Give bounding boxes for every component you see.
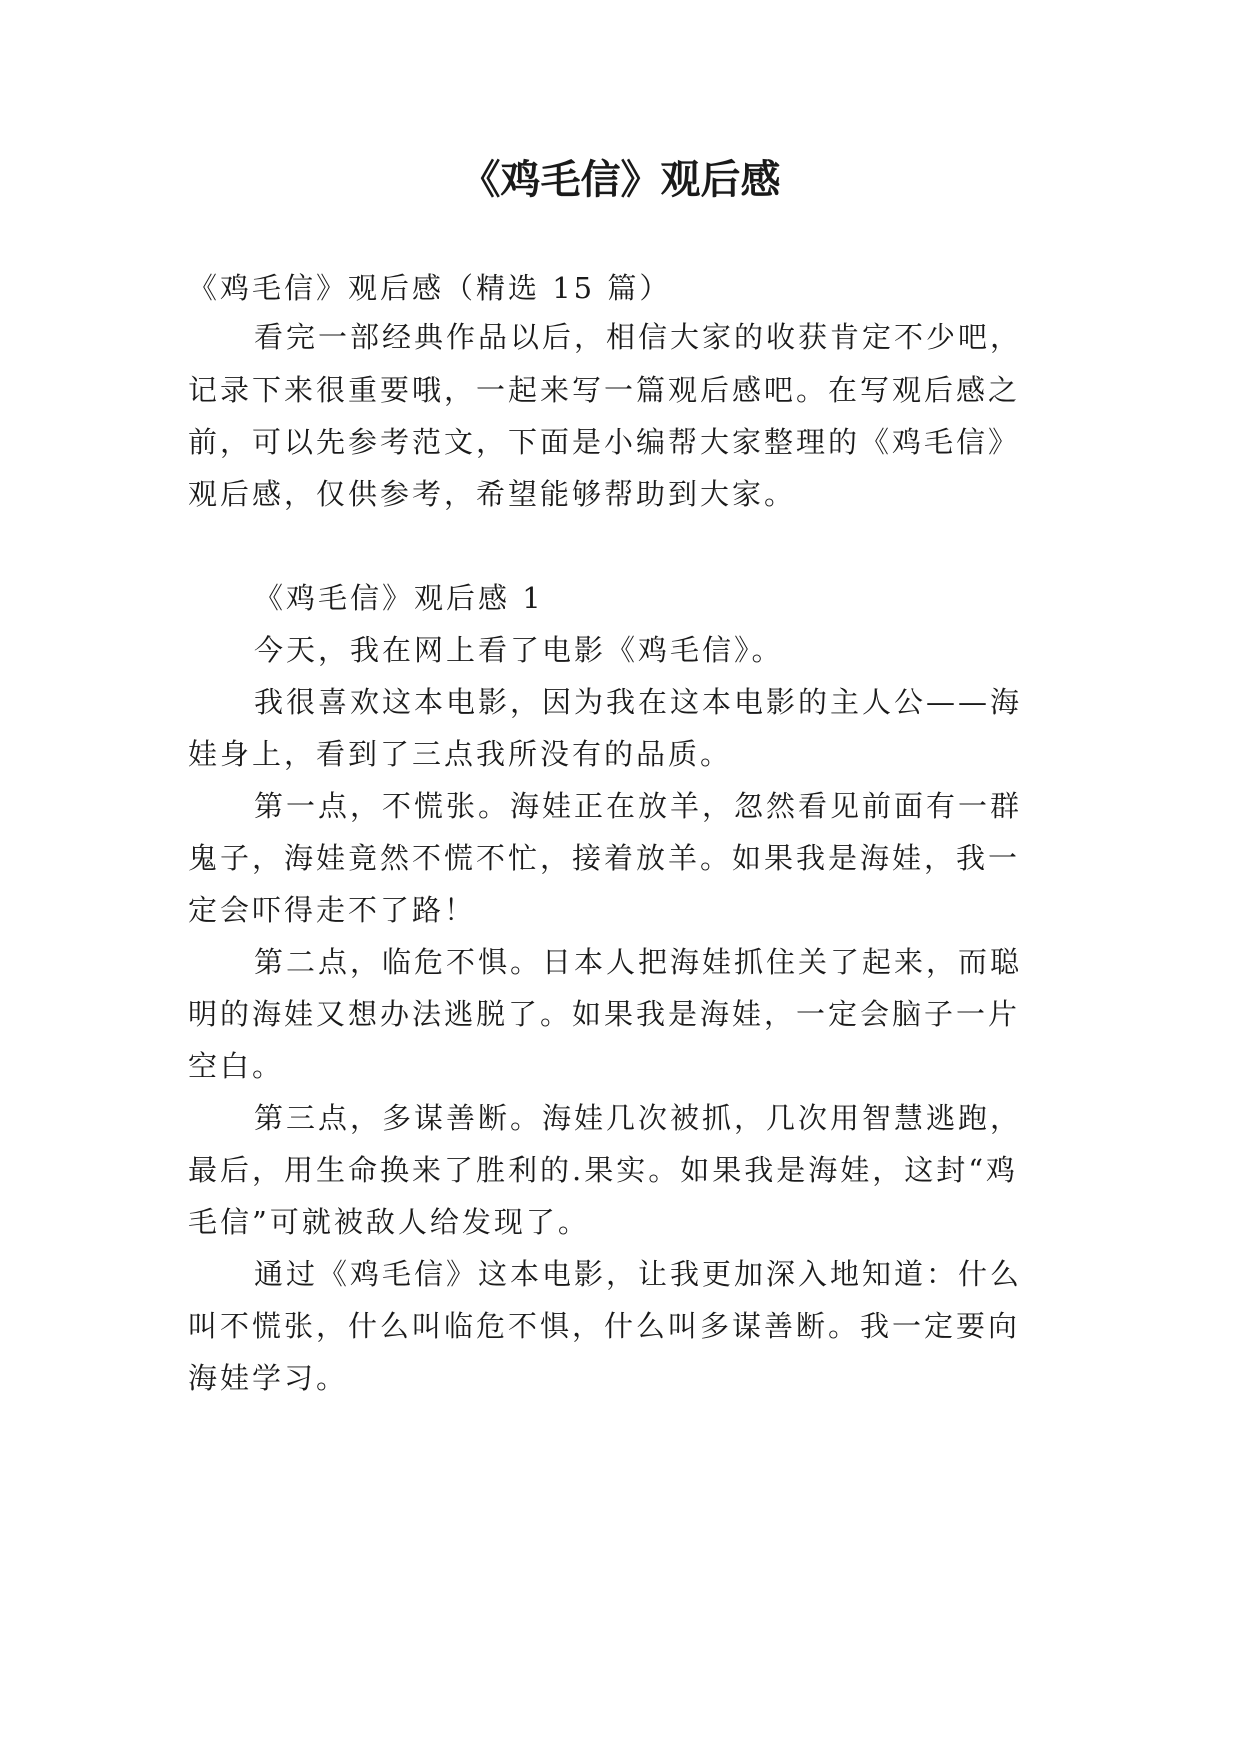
paragraph-line: 鬼子，海娃竟然不慌不忙，接着放羊。如果我是海娃，我一 <box>188 841 1021 875</box>
intro-line-3: 前，可以先参考范文，下面是小编帮大家整理的《鸡毛信》 <box>188 425 1021 459</box>
paragraph-line: 定会吓得走不了路！ <box>188 893 477 927</box>
paragraph-line: 明的海娃又想办法逃脱了。如果我是海娃，一定会脑子一片 <box>188 997 1021 1031</box>
paragraph-line: 通过《鸡毛信》这本电影，让我更加深入地知道：什么 <box>254 1257 1023 1291</box>
paragraph-line: 毛信”可就被敌人给发现了。 <box>188 1205 590 1239</box>
paragraph-line: 今天，我在网上看了电影《鸡毛信》。 <box>254 633 784 667</box>
intro-line-4: 观后感，仅供参考，希望能够帮助到大家。 <box>188 477 797 511</box>
paragraph-line: 叫不慌张，什么叫临危不惧，什么叫多谋善断。我一定要向 <box>188 1309 1021 1343</box>
document-title: 《鸡毛信》观后感 <box>460 157 781 203</box>
paragraph-line: 空白。 <box>188 1049 285 1083</box>
subtitle-line: 《鸡毛信》观后感（精选 15 篇） <box>188 271 672 305</box>
paragraph-line: 第一点，不慌张。海娃正在放羊，忽然看见前面有一群 <box>254 789 1023 823</box>
intro-line-2: 记录下来很重要哦，一起来写一篇观后感吧。在写观后感之 <box>188 373 1021 407</box>
paragraph-line: 第二点，临危不惧。日本人把海娃抓住关了起来，而聪 <box>254 945 1023 979</box>
paragraph-line: 娃身上，看到了三点我所没有的品质。 <box>188 737 733 771</box>
paragraph-line: 第三点，多谋善断。海娃几次被抓，几次用智慧逃跑， <box>254 1101 1023 1135</box>
paragraph-line: 我很喜欢这本电影，因为我在这本电影的主人公——海 <box>254 685 1023 719</box>
intro-line-1: 看完一部经典作品以后，相信大家的收获肯定不少吧， <box>254 320 1023 354</box>
paragraph-line: 最后，用生命换来了胜利的.果实。如果我是海娃，这封“鸡 <box>188 1153 1019 1187</box>
section-heading-1: 《鸡毛信》观后感 1 <box>254 581 544 615</box>
paragraph-line: 海娃学习。 <box>188 1361 349 1395</box>
